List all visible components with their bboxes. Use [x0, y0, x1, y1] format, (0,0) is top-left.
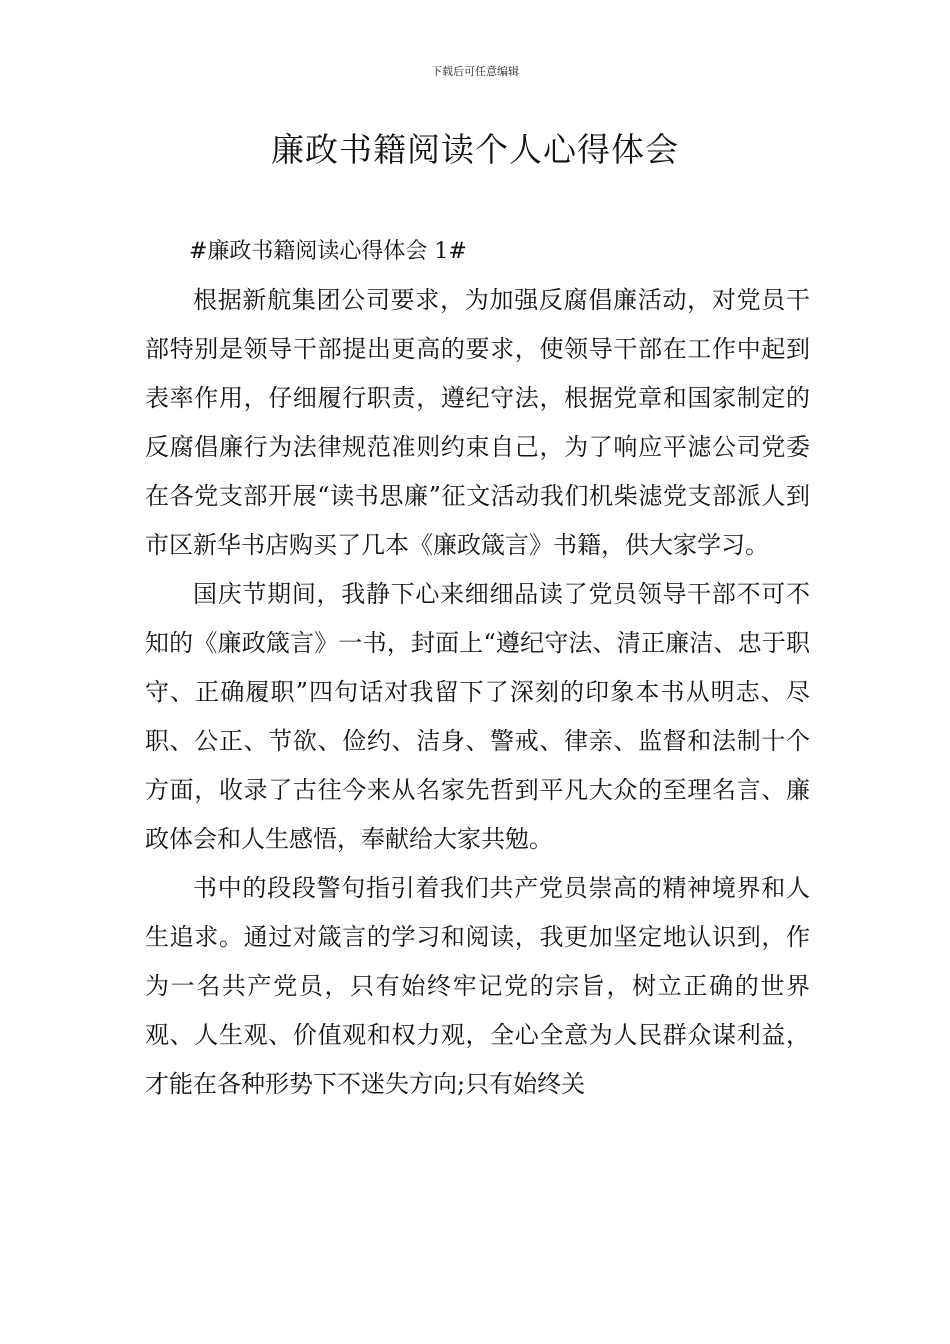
section-heading: #廉政书籍阅读心得体会 1#	[189, 239, 467, 264]
paragraph-3: 书中的段段警句指引着我们共产党员崇高的精神境界和人生追求。通过对箴言的学习和阅读，我更加坚定地认识到，作为一名共产党员，只有始终牢记党的宗旨，树立正确的世界观、人生观、价值观和权力观，全心全意为人民群众谋利益，才能在各种形势下不迷失方向;只有始终关	[145, 874, 810, 1098]
header-note: 下载后可任意编辑	[431, 65, 519, 78]
paragraph-2: 国庆节期间，我静下心来细细品读了党员领导干部不可不知的《廉政箴言》一书，封面上“遵纪守法、清正廉洁、忠于职守、正确履职”四句话对我留下了深刻的印象本书从明志、尽职、公正、节欲、俭约、洁身、警戒、律亲、监督和法制十个方面，收录了古往今来从名家先哲到平凡大众的至理名言、廉政体会和人生感悟，奉献给大家共勉。	[145, 580, 810, 853]
paragraph-1: 根据新航集团公司要求，为加强反腐倡廉活动，对党员干部特别是领导干部提出更高的要求，使领导干部在工作中起到表率作用，仔细履行职责，遵纪守法，根据党章和国家制定的反腐倡廉行为法律规范准则约束自己，为了响应平滤公司党委在各党支部开展“读书思廉”征文活动我们机柴滤党支部派人到市区新华书店购买了几本《廉政箴言》书籍，供大家学习。	[145, 286, 810, 559]
document-title: 廉政书籍阅读个人心得体会	[271, 130, 679, 169]
document-body	[145, 227, 810, 1109]
